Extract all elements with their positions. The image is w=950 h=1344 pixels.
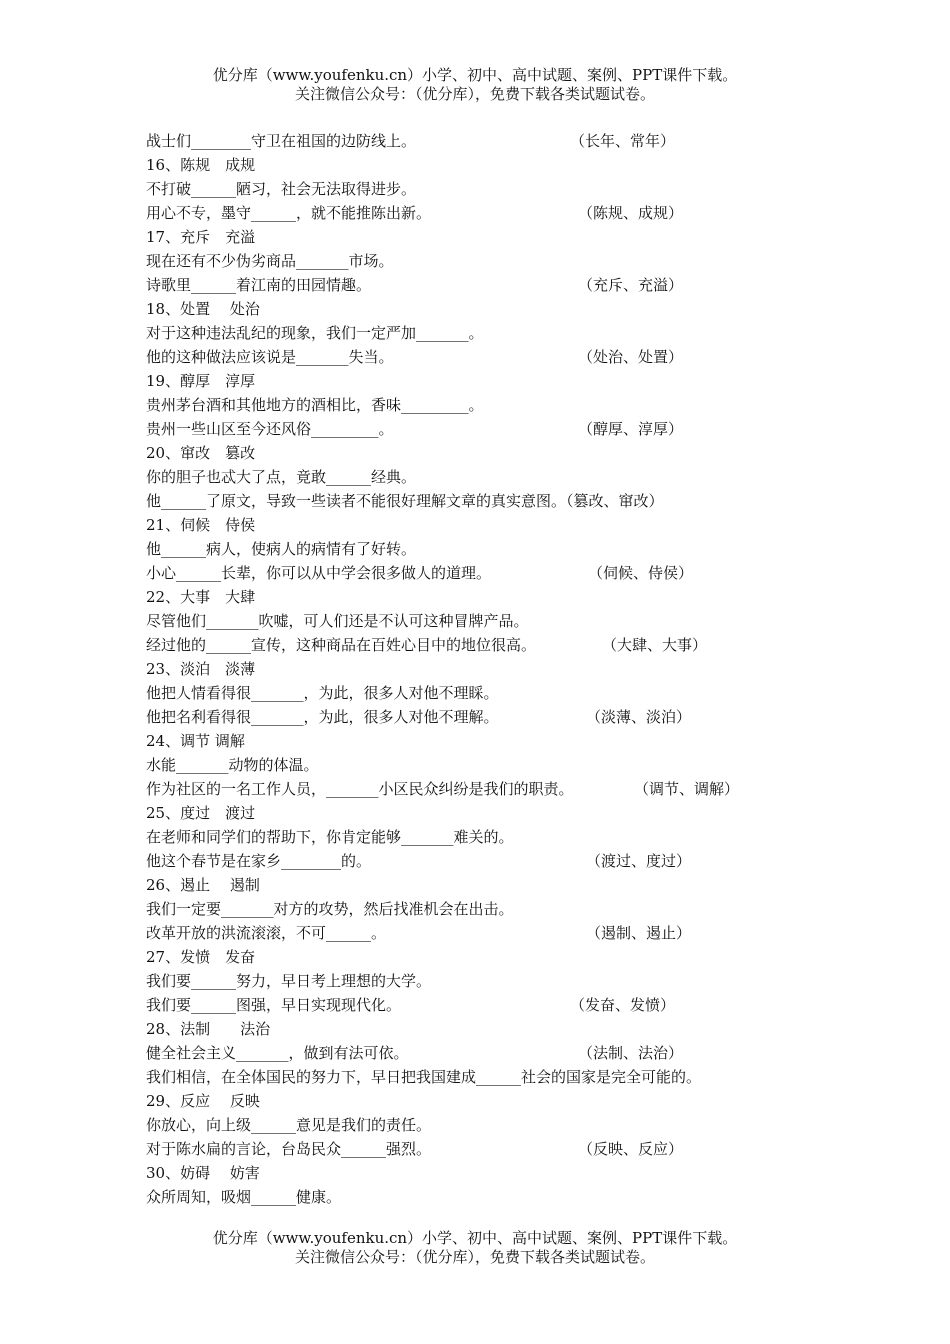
line-text: 不打破______陋习，社会无法取得进步。 bbox=[146, 180, 417, 198]
answer-key: （遏制、遏止） bbox=[586, 924, 692, 942]
line-text: 你的胆子也忒大了点，竟敢______经典。 bbox=[146, 468, 417, 486]
answer-key: （发奋、发愤） bbox=[570, 996, 676, 1014]
page-footer bbox=[0, 1229, 950, 1267]
line-text: 我们一定要_______对方的攻势，然后找准机会在出击。 bbox=[146, 900, 514, 918]
exercise-sentence bbox=[146, 849, 866, 873]
line-text: 20、窜改 篡改 bbox=[146, 444, 256, 462]
exercise-sentence bbox=[146, 633, 866, 657]
exercise-content bbox=[146, 129, 866, 1209]
answer-key: （醇厚、淳厚） bbox=[578, 420, 684, 438]
line-text: 健全社会主义_______，做到有法可依。 bbox=[146, 1044, 409, 1062]
exercise-line bbox=[146, 1185, 866, 1209]
exercise-line bbox=[146, 609, 866, 633]
exercise-sentence bbox=[146, 993, 866, 1017]
exercise-line bbox=[146, 1161, 866, 1185]
exercise-line bbox=[146, 177, 866, 201]
line-text: 对于这种违法乱纪的现象，我们一定严加_______。 bbox=[146, 324, 484, 342]
exercise-line bbox=[146, 969, 866, 993]
line-text: 27、发愤 发奋 bbox=[146, 948, 256, 966]
footer-line-1: 优分库（www.youfenku.cn）小学、初中、高中试题、案例、PPT课件下载。 bbox=[212, 1229, 738, 1247]
page-header bbox=[0, 66, 950, 104]
exercise-line bbox=[146, 825, 866, 849]
exercise-line bbox=[146, 1113, 866, 1137]
exercise-sentence bbox=[146, 345, 866, 369]
line-text: 他这个春节是在家乡________的。 bbox=[146, 852, 372, 870]
answer-key: （法制、法治） bbox=[578, 1044, 684, 1062]
exercise-line bbox=[146, 657, 866, 681]
exercise-line bbox=[146, 297, 866, 321]
answer-key: （长年、常年） bbox=[570, 132, 676, 150]
line-text: 他______病人，使病人的病情有了好转。 bbox=[146, 540, 417, 558]
line-text: 16、陈规 成规 bbox=[146, 156, 256, 174]
line-text: 用心不专，墨守______，就不能推陈出新。 bbox=[146, 204, 432, 222]
line-text: 小心______长辈，你可以从中学会很多做人的道理。 bbox=[146, 564, 492, 582]
line-text: 我们相信，在全体国民的努力下，早日把我国建成______社会的国家是完全可能的。 bbox=[146, 1068, 702, 1086]
header-line-2: 关注微信公众号：（优分库），免费下载各类试题试卷。 bbox=[294, 85, 655, 103]
exercise-line bbox=[146, 585, 866, 609]
line-text: 我们要______努力，早日考上理想的大学。 bbox=[146, 972, 432, 990]
answer-key: （渡过、度过） bbox=[586, 852, 692, 870]
line-text: 贵州一些山区至今还风俗_________。 bbox=[146, 420, 394, 438]
answer-key: （伺候、侍侯） bbox=[588, 564, 694, 582]
exercise-line bbox=[146, 225, 866, 249]
exercise-line bbox=[146, 537, 866, 561]
answer-key: （淡薄、淡泊） bbox=[586, 708, 692, 726]
line-text: 你放心，向上级______意见是我们的责任。 bbox=[146, 1116, 432, 1134]
line-text: 战士们________守卫在祖国的边防线上。 bbox=[146, 132, 417, 150]
exercise-sentence bbox=[146, 561, 866, 585]
answer-key: （处治、处置） bbox=[578, 348, 684, 366]
line-text: 17、充斥 充溢 bbox=[146, 228, 256, 246]
footer-line-2: 关注微信公众号：（优分库），免费下载各类试题试卷。 bbox=[294, 1248, 655, 1266]
line-text: 改革开放的洪流滚滚，不可______。 bbox=[146, 924, 387, 942]
exercise-line bbox=[146, 945, 866, 969]
line-text: 28、法制 法治 bbox=[146, 1020, 271, 1038]
exercise-line bbox=[146, 441, 866, 465]
exercise-line bbox=[146, 1065, 866, 1089]
line-text: 他把名利看得很_______，为此，很多人对他不理解。 bbox=[146, 708, 499, 726]
answer-key: （大肆、大事） bbox=[602, 636, 708, 654]
line-text: 25、度过 渡过 bbox=[146, 804, 256, 822]
line-text: 22、大事 大肆 bbox=[146, 588, 256, 606]
line-text: 21、伺候 侍侯 bbox=[146, 516, 256, 534]
exercise-line bbox=[146, 681, 866, 705]
line-text: 贵州茅台酒和其他地方的酒相比，香味_________。 bbox=[146, 396, 484, 414]
exercise-line bbox=[146, 249, 866, 273]
line-text: 23、淡泊 淡薄 bbox=[146, 660, 256, 678]
exercise-sentence bbox=[146, 777, 866, 801]
exercise-line bbox=[146, 489, 866, 513]
exercise-sentence bbox=[146, 921, 866, 945]
answer-key: （调节、调解） bbox=[634, 780, 740, 798]
line-text: 他把人情看得很_______，为此，很多人对他不理睬。 bbox=[146, 684, 499, 702]
exercise-line bbox=[146, 1017, 866, 1041]
line-text: 19、醇厚 淳厚 bbox=[146, 372, 256, 390]
header-line-1: 优分库（www.youfenku.cn）小学、初中、高中试题、案例、PPT课件下载。 bbox=[212, 66, 738, 84]
line-text: 在老师和同学们的帮助下，你肯定能够_______难关的。 bbox=[146, 828, 514, 846]
line-text: 诗歌里______着江南的田园情趣。 bbox=[146, 276, 372, 294]
exercise-line bbox=[146, 1089, 866, 1113]
answer-key: （反映、反应） bbox=[578, 1140, 684, 1158]
exercise-line bbox=[146, 513, 866, 537]
exercise-line bbox=[146, 465, 866, 489]
line-text: 29、反应 反映 bbox=[146, 1092, 260, 1110]
exercise-line bbox=[146, 801, 866, 825]
exercise-sentence bbox=[146, 705, 866, 729]
line-text: 18、处置 处治 bbox=[146, 300, 260, 318]
line-text: 我们要______图强，早日实现现代化。 bbox=[146, 996, 402, 1014]
exercise-line bbox=[146, 369, 866, 393]
exercise-sentence bbox=[146, 129, 866, 153]
line-text: 24、调节 调解 bbox=[146, 732, 245, 750]
exercise-line bbox=[146, 393, 866, 417]
line-text: 众所周知，吸烟______健康。 bbox=[146, 1188, 342, 1206]
exercise-line bbox=[146, 897, 866, 921]
exercise-sentence bbox=[146, 273, 866, 297]
line-text: 水能_______动物的体温。 bbox=[146, 756, 319, 774]
answer-key: （陈规、成规） bbox=[578, 204, 684, 222]
exercise-line bbox=[146, 321, 866, 345]
line-text: 对于陈水扁的言论，台岛民众______强烈。 bbox=[146, 1140, 432, 1158]
line-text: 经过他的______宣传，这种商品在百姓心目中的地位很高。 bbox=[146, 636, 537, 654]
exercise-line bbox=[146, 729, 866, 753]
line-text: 他的这种做法应该说是_______失当。 bbox=[146, 348, 394, 366]
line-text: 作为社区的一名工作人员，_______小区民众纠纷是我们的职责。 bbox=[146, 780, 574, 798]
exercise-line bbox=[146, 753, 866, 777]
line-text: 26、遏止 遏制 bbox=[146, 876, 260, 894]
exercise-line bbox=[146, 873, 866, 897]
line-text: 尽管他们_______吹嘘，可人们还是不认可这种冒牌产品。 bbox=[146, 612, 529, 630]
line-text: 现在还有不少伪劣商品_______市场。 bbox=[146, 252, 394, 270]
line-text: 他______了原文，导致一些读者不能很好理解文章的真实意图。（篡改、窜改） bbox=[146, 492, 664, 510]
exercise-sentence bbox=[146, 417, 866, 441]
exercise-sentence bbox=[146, 1041, 866, 1065]
answer-key: （充斥、充溢） bbox=[578, 276, 684, 294]
exercise-sentence bbox=[146, 201, 866, 225]
exercise-sentence bbox=[146, 1137, 866, 1161]
line-text: 30、妨碍 妨害 bbox=[146, 1164, 260, 1182]
exercise-line bbox=[146, 153, 866, 177]
